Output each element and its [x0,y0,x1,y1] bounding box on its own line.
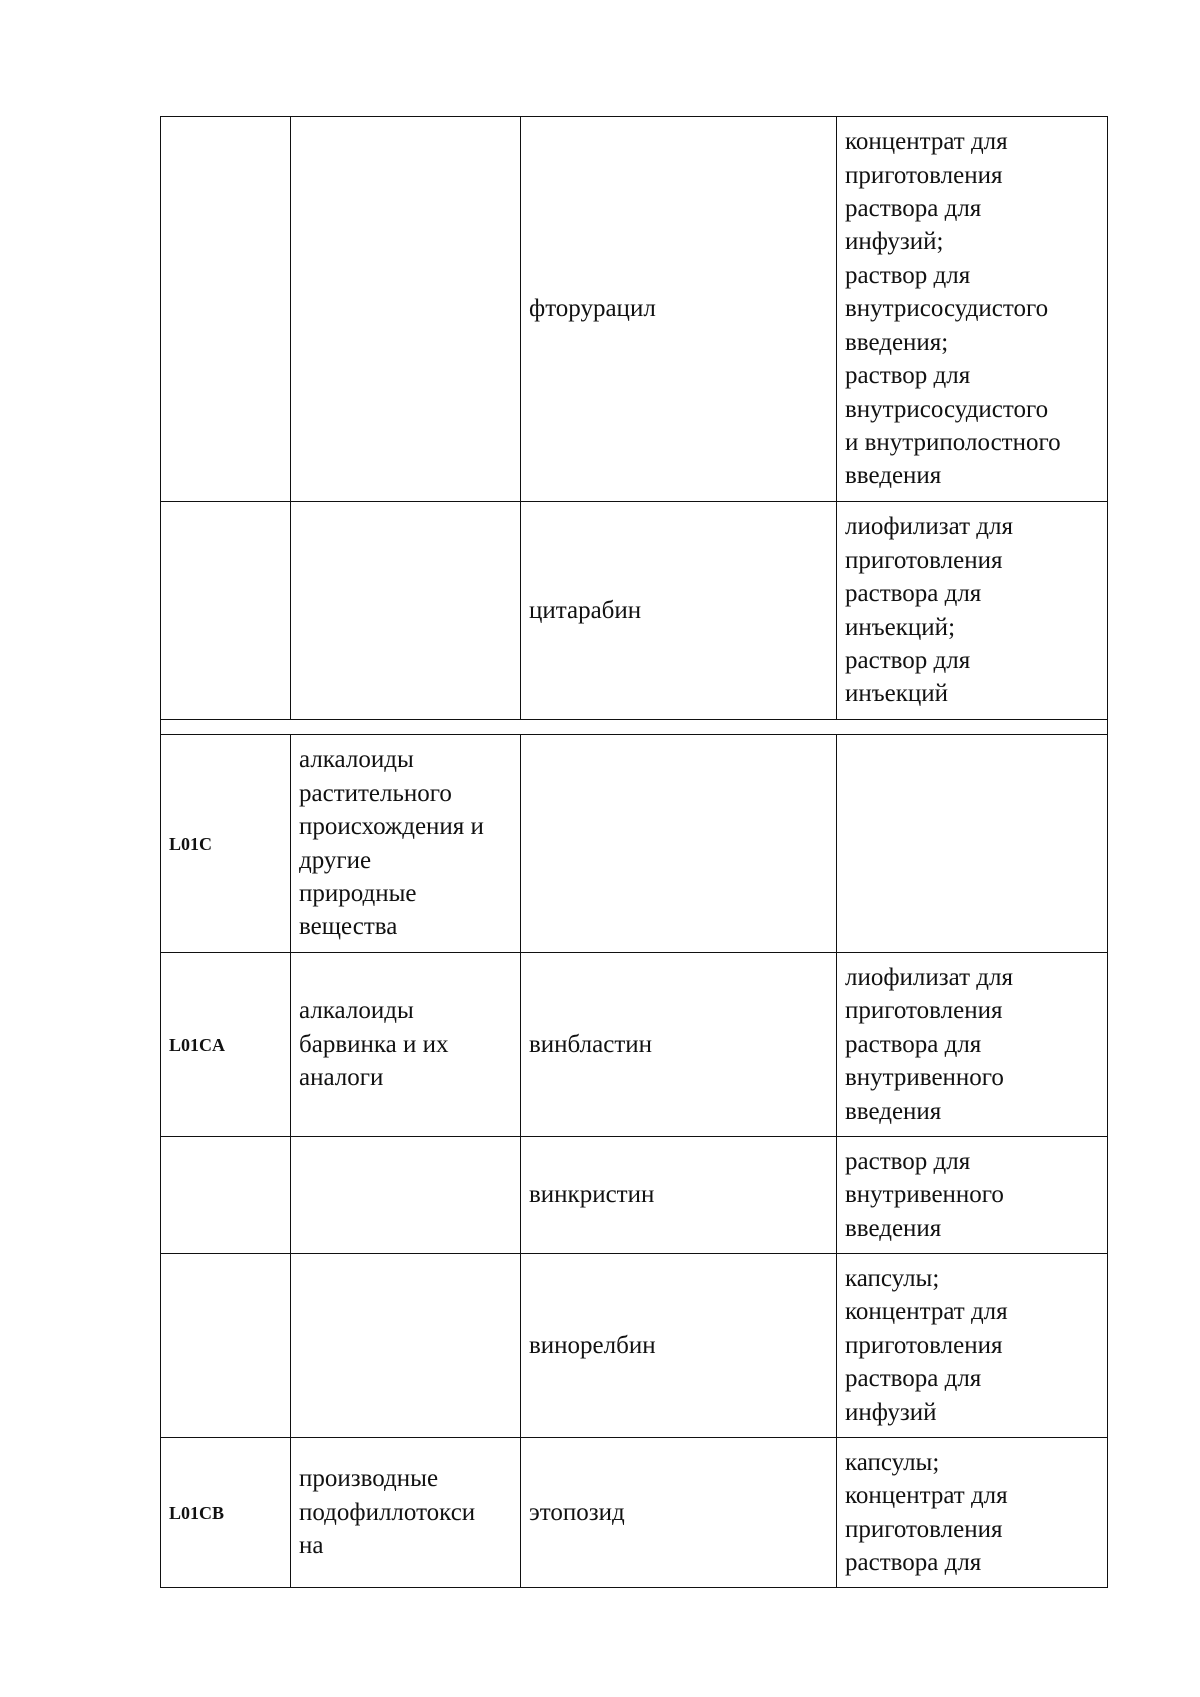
atc-code-cell [161,117,291,502]
dosage-form-cell: капсулы; концентрат для приготовления раствора для инфузий [837,1254,1108,1438]
drug-name-cell: винкристин [521,1137,837,1254]
group-name-cell: производные подофиллотокси на [291,1438,521,1588]
drug-table [160,116,1108,1588]
atc-code-cell: L01CB [161,1438,291,1588]
dosage-form-cell: раствор для внутривенного введения [837,1137,1108,1254]
drug-name-cell: винорелбин [521,1254,837,1438]
group-name-cell [291,1137,521,1254]
separator-cell [161,720,1108,735]
group-name-cell [291,117,521,502]
table-row [161,1438,1108,1588]
group-name-cell [291,502,521,720]
table-row [161,1137,1108,1254]
group-name-cell [291,1254,521,1438]
table-row [161,117,1108,502]
dosage-form-cell [837,735,1108,953]
group-name-cell: алкалоиды растительного происхождения и другие природные вещества [291,735,521,953]
dosage-form-cell: лиофилизат для приготовления раствора для инъекций; раствор для инъекций [837,502,1108,720]
table-row [161,735,1108,953]
drug-name-cell [521,735,837,953]
table-row [161,502,1108,720]
dosage-form-cell: лиофилизат для приготовления раствора для внутривенного введения [837,953,1108,1137]
drug-name-cell: цитарабин [521,502,837,720]
group-name-cell: алкалоиды барвинка и их аналоги [291,953,521,1137]
atc-code-cell [161,1137,291,1254]
drug-name-cell: винбластин [521,953,837,1137]
drug-name-cell: фторурацил [521,117,837,502]
table-separator-row [161,720,1108,735]
dosage-form-cell: капсулы; концентрат для приготовления раствора для [837,1438,1108,1588]
dosage-form-cell: концентрат для приготовления раствора для инфузий; раствор для внутрисосудистого введения; раствор для внутрисосудистого и внутриполостного введения [837,117,1108,502]
atc-code-cell [161,1254,291,1438]
drug-name-cell: этопозид [521,1438,837,1588]
atc-code-cell: L01CA [161,953,291,1137]
atc-code-cell [161,502,291,720]
table-row [161,953,1108,1137]
atc-code-cell: L01C [161,735,291,953]
table-row [161,1254,1108,1438]
